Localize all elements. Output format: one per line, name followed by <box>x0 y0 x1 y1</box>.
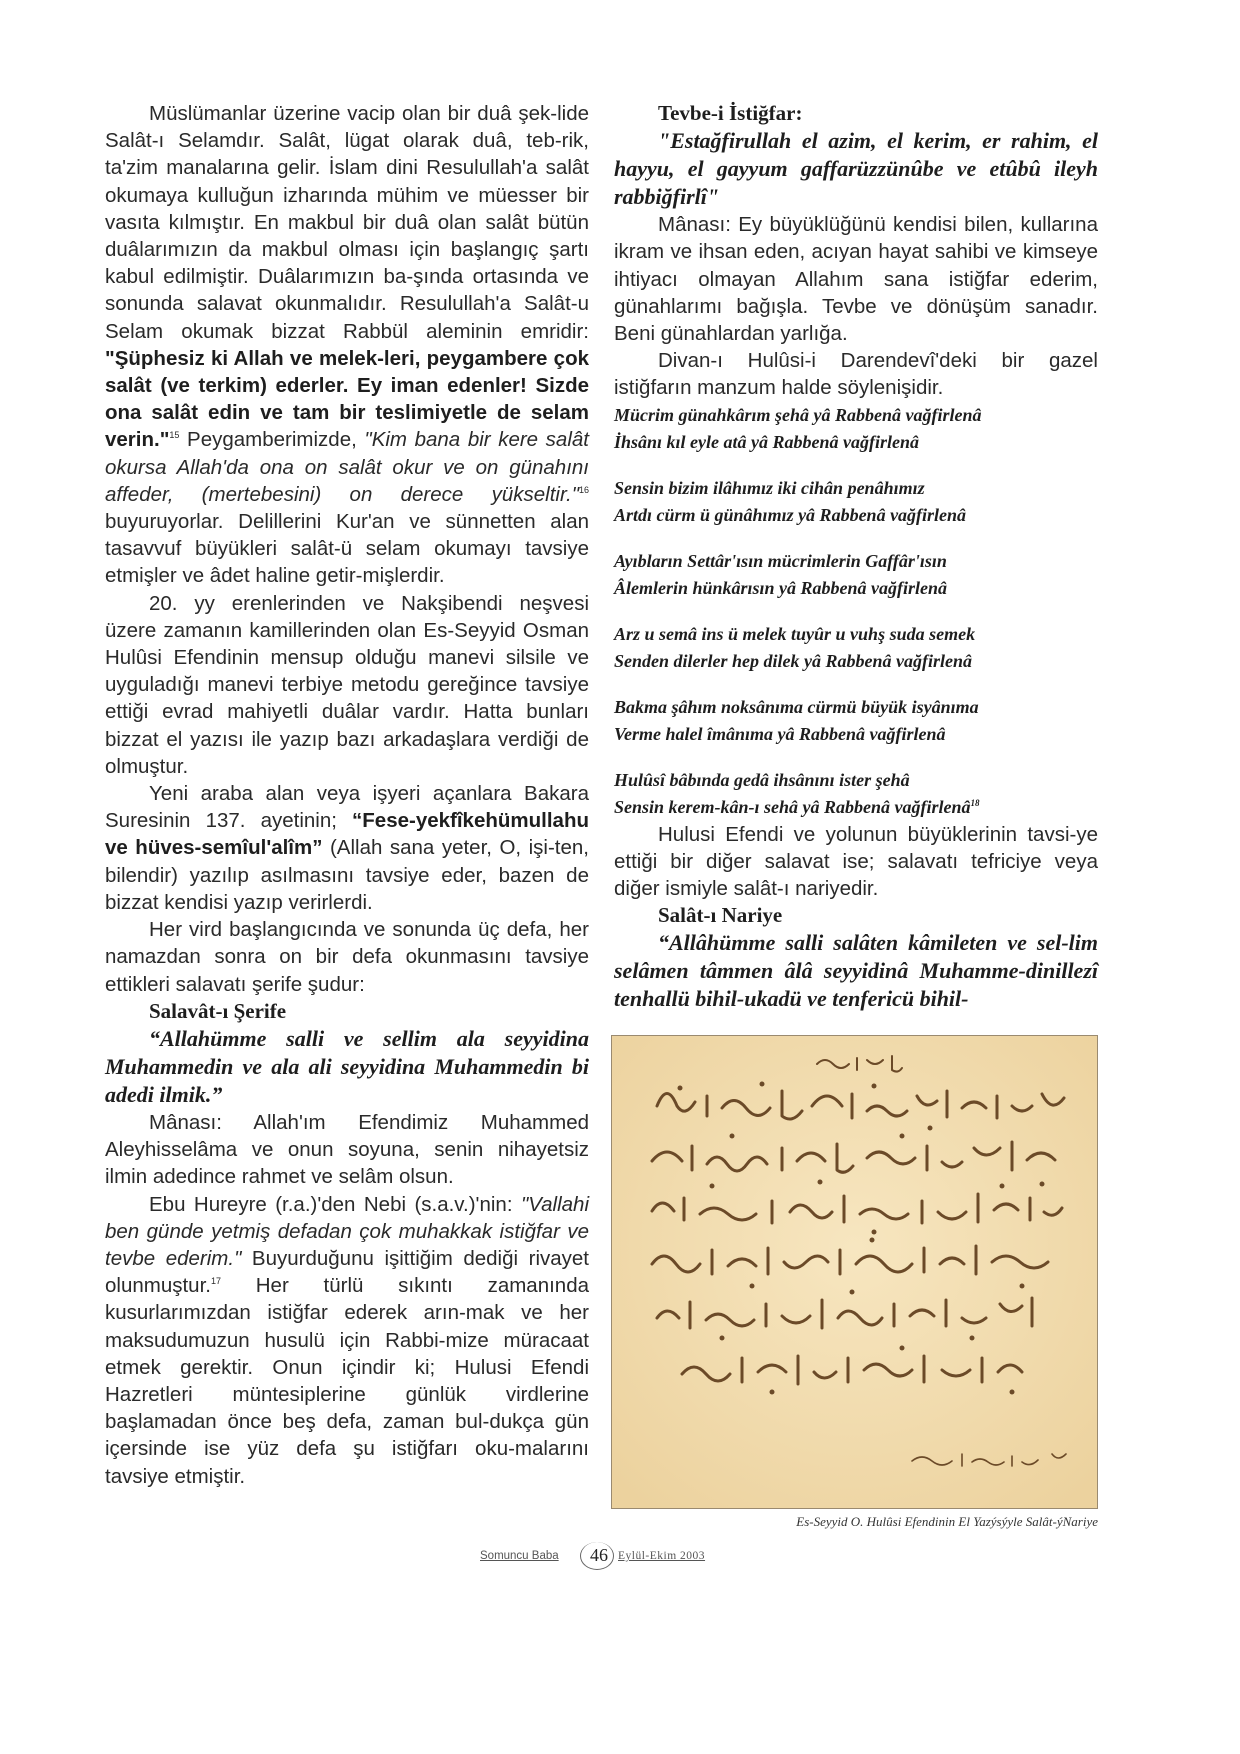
poem-line: Sensin bizim ilâhımız iki cihân penâhımız <box>614 477 925 498</box>
handwriting-drawing <box>612 1036 1097 1508</box>
heading-tevbe-istigfar: Tevbe-i İstiğfar: <box>658 101 803 125</box>
poem-line: Arz u semâ ins ü melek tuyûr u vuhş suda semek <box>614 623 976 644</box>
left-column <box>105 100 589 1490</box>
poem-line: İhsânı kıl eyle atâ yâ Rabbenâ vağfirlenâ <box>614 431 919 452</box>
poem-line-last <box>614 794 1098 821</box>
paragraph-nariye-intro: Hulusi Efendi ve yolunun büyüklerinin tavsi-ye ettiği bir diğer salavat ise; salavatı tefriciye veya diğer ismiyle salât-ı nariyedir. <box>614 822 1098 901</box>
image-caption: Es-Seyyid O. Hulûsi Efendinin El Yazýsýyle Salât-ýNariye <box>796 1514 1098 1529</box>
text: Ebu Hureyre (r.a.)'den Nebi (s.a.v.)'nin: <box>149 1192 521 1216</box>
poem-stanza <box>614 767 1098 821</box>
poem-stanza <box>614 475 1098 529</box>
paragraph-bakara <box>105 780 589 916</box>
poem-line-text: Sensin kerem-kân-ı sehâ yâ Rabbenâ vağfirlenâ <box>614 796 971 817</box>
heading-salavat-serife: Salavât-ı Şerife <box>149 998 287 1023</box>
prayer-istigfar: "Estağfirullah el azim, el kerim, er rahim, el hayyu, el gayyum gaffarüzzünûbe ve etûbû ileyh rabbiğfirlî" <box>614 128 1098 210</box>
hadith-quote: "Vallahi ben günde yetmiş defadan çok muhakkak istiğfar ve tevbe ederim." <box>105 1192 589 1270</box>
poem-line: Senden dilerler hep dilek yâ Rabbenâ vağfirlenâ <box>614 650 972 671</box>
prayer-nariye: “Allâhümme salli salâten kâmileten ve sel-lim selâmen tâmmen âlâ seyyidinâ Muhamme-dinillezî tenhallü bihil-ukadü ve tenfericü bihil- <box>614 930 1098 1012</box>
poem-line: Artdı cürm ü günâhımız yâ Rabbenâ vağfirlenâ <box>614 504 967 525</box>
text: (Allah sana yeter, O, işi-ten, bilendir) yazılıp asılmasını tavsiye eder, bazen de bizzat kendisi yazıp verirlerdi. <box>105 836 589 914</box>
issue-date: Eylül-Ekim 2003 <box>618 1550 706 1562</box>
footnote-ref: 16 <box>578 485 589 496</box>
ayet-quote: “Fese-yekfîkehümullahu ve hüves-semîul'alîm” <box>105 809 589 860</box>
text: Yeni araba alan veya işyeri açanlara Bakara Suresinin 137. ayetinin; <box>105 782 589 833</box>
prayer-salavat: “Allahümme salli ve sellim ala seyyidina Muhammedin ve ala ali seyyidina Muhammedin bi adedi ilmik.” <box>105 1025 589 1107</box>
text: Peygamberimizde, <box>179 428 365 452</box>
poem-stanza <box>614 694 1098 748</box>
poem-gazel <box>614 402 1098 821</box>
paragraph-ebu-hureyre <box>105 1191 589 1490</box>
calligraphy-image <box>611 1035 1098 1509</box>
poem-line: Mücrim günahkârım şehâ yâ Rabbenâ vağfirlenâ <box>614 404 982 425</box>
right-column <box>614 100 1098 1013</box>
poem-line: Hulûsî bâbında gedâ ihsânını ister şehâ <box>614 769 910 790</box>
footnote-ref: 15 <box>169 430 180 441</box>
paragraph-hulusi-efendi: 20. yy erenlerinden ve Nakşibendi neşvesi üzere zamanın kamillerinden olan Es-Seyyid Osman Hulûsi Efendinin mensup olduğu manevi silsile ve uyguladığı manevi terbiye metodu gereğince tavsiye ettiği evrad mahiyetli duâlar vardır. Hatta bunları bizzat el yazısı ile yazıp bazı arkadaşlara verdiği de olmuştur. <box>105 591 589 778</box>
paragraph-istigfar-manasi: Mânası: Ey büyüklüğünü kendisi bilen, kullarına ikram ve ihsan eden, acıyan hayat sahibi ve kimseye ihtiyacı olmayan Allahım sana istiğfar ederim, günahlarımı bağışla. Tevbe ve dönüşüm sanadır. Beni günahlardan yarlığa. <box>614 213 1098 346</box>
magazine-name: Somuncu Baba <box>480 1550 559 1562</box>
poem-line: Âlemlerin hünkârısın yâ Rabbenâ vağfirlenâ <box>614 577 948 598</box>
text: Buyurduğunu işittiğim dediği rivayet olunmuştur. <box>105 1246 590 1298</box>
poem-line: Verme halel îmânıma yâ Rabbenâ vağfirlenâ <box>614 723 946 744</box>
poem-stanza <box>614 402 1098 456</box>
poem-stanza <box>614 548 1098 602</box>
paragraph-manasi: Mânası: Allah'ım Efendimiz Muhammed Aleyhisselâma ve onun soyuna, senin nihayetsiz ilmin adedince rahmet ve selâm olsun. <box>105 1110 589 1189</box>
poem-line: Bakma şâhım noksânıma cürmü büyük isyânıma <box>614 696 979 717</box>
poem-line: Ayıbların Settâr'ısın mücrimlerin Gaffâr'ısın <box>614 550 947 571</box>
poem-stanza <box>614 621 1098 675</box>
page-footer <box>480 1540 740 1570</box>
heading-salat-nariye: Salât-ı Nariye <box>658 903 783 928</box>
quran-quote: "Şüphesiz ki Allah ve melek-leri, peygambere çok salât (ve terkim) ederler. Ey iman edenler! Sizde ona salât edin ve tam bir teslimiyetle de selam verin." <box>105 346 589 452</box>
page-number: 46 <box>590 1545 608 1565</box>
paragraph-vird: Her vird başlangıcında ve sonunda üç defa, her namazdan sonra on bir defa okunmasını tavsiye ettikleri salavatı şerife şudur: <box>105 918 589 996</box>
text: buyuruyorlar. Delillerini Kur'an ve sünnetten alan tasavvuf büyükleri salât-ü selam okumayı tavsiye etmişler ve âdet haline getir-mişlerdir. <box>105 510 589 588</box>
footnote-ref: 18 <box>970 797 980 808</box>
text: Her türlü sıkıntı zamanında kusurlarımızdan istiğfar ederek arın-mak ve her maksudumuzun husulü için Rabbi-mize müracaat etmek gerektir. Onun içindir ki; Hulusi Efendi Hazretleri müntesiplerine günlük virdlerine başlamadan önce beş defa, zaman bul-dukça gün içersinde ise yüz defa şu istiğfarı oku-malarını tavsiye etmiştir. <box>105 1274 589 1488</box>
hadith-quote: "Kim bana bir kere salât okursa Allah'da ona on salât okur ve on günahını affeder, (mertebesini) on derece yükseltir." <box>105 428 589 506</box>
footnote-ref: 17 <box>210 1276 221 1287</box>
paragraph-salat-intro <box>105 100 589 590</box>
text: Müslümanlar üzerine vacip olan bir duâ şek-lide Salât-ı Selamdır. Salât, lügat olarak duâ, teb-rik, ta'zim manalarına gelir. İslam dini Resulullah'a salât okumaya kulluğun izharında mühim ve müesser bir vasıta kılmıştır. En makbul bir duâ olan salât bütün duâlarımızın da makbul olması için başlangıç şartı kabul edilmiştir. Duâlarımızın ba-şında ortasında ve sonunda salavat okunmalıdır. Resulullah'a Salât-u Selam okumak bizzat Rabbül aleminin emridir: <box>105 102 589 343</box>
paragraph-divan: Divan-ı Hulûsi-i Darendevî'deki bir gazel istiğfarın manzum halde söylenişidir. <box>614 349 1098 400</box>
